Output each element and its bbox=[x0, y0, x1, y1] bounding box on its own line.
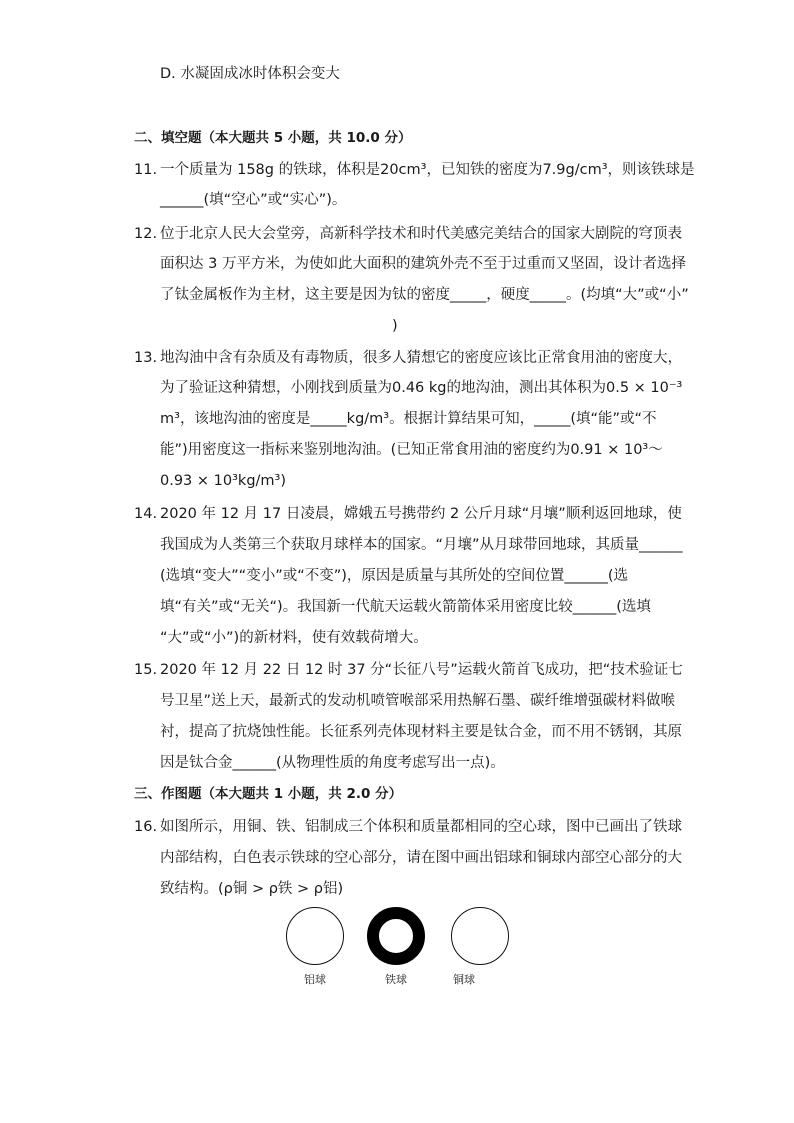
q14-line-1: 2020 年 12 月 17 日凌晨，嫦娥五号携带约 2 公斤月球“月壤”顺利返回地球，使 bbox=[160, 506, 682, 522]
q15-line-1: 2020 年 12 月 22 日 12 时 37 分“长征八号”运载火箭首飞成功，把“技术验证七 bbox=[160, 662, 683, 678]
q11-number: 11. bbox=[134, 162, 158, 178]
q14-line-2: 我国成为人类第三个获取月球样本的国家。“月壤”从月球带回地球，其质量______ bbox=[160, 537, 683, 553]
section-2-title: 二、填空题（本大题共 5 小题，共 10.0 分） bbox=[134, 130, 412, 146]
q12-line-1: 位于北京人民大会堂旁，高新科学技术和时代美感完美结合的国家大剧院的穹顶表 bbox=[160, 226, 682, 242]
iron-ball-label: 铁球 bbox=[385, 973, 407, 986]
q15-line-3: 衬，提高了抗烧蚀性能。长征系列壳体现材料主要是钛合金，而不用不锈钢，其原 bbox=[160, 724, 682, 740]
q13-number: 13. bbox=[134, 350, 158, 366]
iron-ball bbox=[367, 907, 425, 965]
q12-number: 12. bbox=[134, 226, 158, 242]
prev-option-d: D. 水凝固成冰时体积会变大 bbox=[160, 66, 340, 82]
q14-number: 14. bbox=[134, 506, 158, 522]
q11-line-1: 一个质量为 158g 的铁球，体积是20cm³，已知铁的密度为7.9g/cm³，则该铁球是 bbox=[160, 162, 695, 178]
q11-line-2: ______(填“空心”或“实心”)。 bbox=[160, 192, 347, 208]
q16-line-2: 内部结构，白色表示铁球的空心部分，请在图中画出铝球和铜球内部空心部分的大 bbox=[160, 850, 682, 866]
aluminum-ball-label: 铝球 bbox=[304, 973, 326, 986]
q16-line-1: 如图所示，用铜、铁、铝制成三个体积和质量都相同的空心球，图中已画出了铁球 bbox=[160, 819, 682, 835]
q13-line-2: 为了验证这种猜想，小刚找到质量为0.46 kg的地沟油，测出其体积为0.5 × 10⁻³ bbox=[160, 380, 683, 396]
q16-line-3: 致结构。(ρ铜 > ρ铁 > ρ铝) bbox=[160, 881, 344, 897]
copper-ball-label: 铜球 bbox=[453, 973, 475, 986]
section-3-title: 三、作图题（本大题共 1 小题，共 2.0 分） bbox=[134, 786, 403, 802]
aluminum-ball bbox=[286, 907, 344, 965]
q14-line-3: (选填“变大”“变小”或“不变”)，原因是质量与其所处的空间位置______(选 bbox=[160, 568, 629, 584]
q13-line-1: 地沟油中含有杂质及有毒物质，很多人猜想它的密度应该比正常食用油的密度大， bbox=[160, 350, 682, 366]
q15-number: 15. bbox=[134, 662, 158, 678]
q15-line-2: 号卫星”送上天，最新式的发动机喷管喉部采用热解石墨、碳纤维增强碳材料做喉 bbox=[160, 693, 676, 709]
q14-line-5: “大”或“小”)的新材料，使有效载荷增大。 bbox=[160, 630, 428, 646]
q13-line-3: m³，该地沟油的密度是_____kg/m³。根据计算结果可知，_____(填“能”或“不 bbox=[160, 411, 657, 427]
q12-line-4: ) bbox=[392, 318, 398, 334]
q16-number: 16. bbox=[134, 819, 158, 835]
q12-line-3: 了钛金属板作为主材，这主要是因为钛的密度_____，硬度_____。(均填“大”或“小” bbox=[160, 287, 689, 303]
q13-line-4: 能”)用密度这一指标来鉴别地沟油。(已知正常食用油的密度约为0.91 × 10³～ bbox=[160, 442, 663, 458]
q12-line-2: 面积达 3 万平方米，为使如此大面积的建筑外壳不至于过重而又坚固，设计者选择 bbox=[160, 256, 686, 272]
q14-line-4: 填“有关”或“无关“)。我国新一代航天运载火箭箭体采用密度比较______(选填 bbox=[160, 599, 651, 615]
q13-line-5: 0.93 × 10³kg/m³) bbox=[160, 473, 286, 489]
copper-ball bbox=[451, 907, 509, 965]
q15-line-4: 因是钛合金______(从物理性质的角度考虑写出一点)。 bbox=[160, 755, 505, 771]
